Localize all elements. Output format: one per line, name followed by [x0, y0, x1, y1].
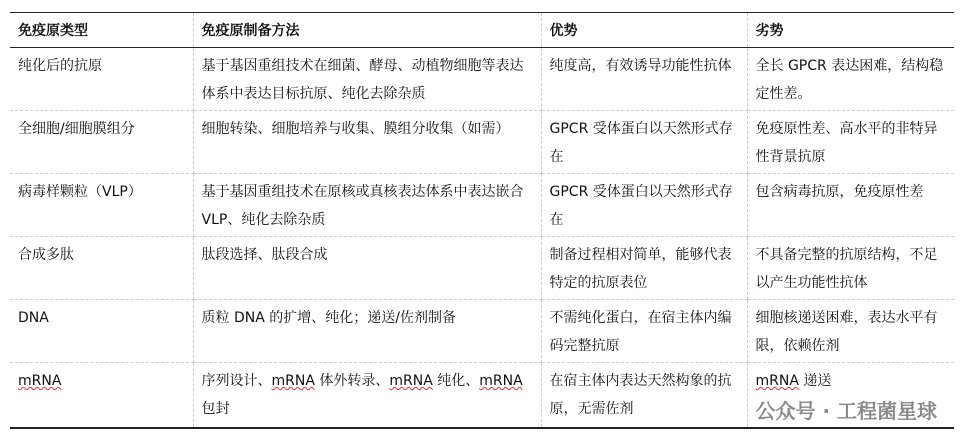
- table-cell: 基于基因重组技术在细菌、酵母、动植物细胞等表达体系中表达目标抗原、纯化去除杂质: [193, 48, 541, 111]
- table-cell: 全细胞/细胞膜组分: [10, 111, 193, 174]
- immunogen-comparison-table: [10, 12, 954, 429]
- table-cell: 纯化后的抗原: [10, 48, 193, 111]
- table-cell: 纯度高，有效诱导功能性抗体: [541, 48, 747, 111]
- watermark: 公众号 · 工程菌星球: [755, 399, 938, 423]
- table-cell: 病毒样颗粒（VLP）: [10, 174, 193, 237]
- table-cell: 免疫原性差、高水平的非特异性背景抗原: [747, 111, 954, 174]
- header-cell: 优势: [541, 13, 747, 48]
- header-cell: 劣势: [747, 13, 954, 48]
- table-cell: 质粒 DNA 的扩增、纯化；递送/佐剂制备: [193, 300, 541, 363]
- table-row: [10, 174, 954, 237]
- table-row: [10, 300, 954, 363]
- table-cell: 制备过程相对简单，能够代表特定的抗原表位: [541, 237, 747, 300]
- table-row: [10, 363, 954, 429]
- table-cell: 不需纯化蛋白，在宿主体内编码完整抗原: [541, 300, 747, 363]
- table-cell: 在宿主体内表达天然构象的抗原，无需佐剂: [541, 363, 747, 429]
- table-row: [10, 48, 954, 111]
- header-cell: 免疫原类型: [10, 13, 193, 48]
- table-row: [10, 237, 954, 300]
- table-row: [10, 111, 954, 174]
- header-row: [10, 13, 954, 48]
- table-cell: 序列设计、mRNA 体外转录、mRNA 纯化、mRNA 包封: [193, 363, 541, 429]
- table-cell: 细胞核递送困难，表达水平有限，依赖佐剂: [747, 300, 954, 363]
- table-cell: mRNA: [10, 363, 193, 429]
- table-cell: 合成多肽: [10, 237, 193, 300]
- table-cell: mRNA 递送 公众号 · 工程菌星球: [747, 363, 954, 429]
- table-cell: 不具备完整的抗原结构，不足以产生功能性抗体: [747, 237, 954, 300]
- table-cell: 细胞转染、细胞培养与收集、膜组分收集（如需）: [193, 111, 541, 174]
- table-cell: 基于基因重组技术在原核或真核表达体系中表达嵌合 VLP、纯化去除杂质: [193, 174, 541, 237]
- table-cell: GPCR 受体蛋白以天然形式存在: [541, 174, 747, 237]
- table-cell: 包含病毒抗原，免疫原性差: [747, 174, 954, 237]
- table-cell: 全长 GPCR 表达困难，结构稳定性差。: [747, 48, 954, 111]
- header-cell: 免疫原制备方法: [193, 13, 541, 48]
- table-cell: 肽段选择、肽段合成: [193, 237, 541, 300]
- table-cell: DNA: [10, 300, 193, 363]
- table-cell: GPCR 受体蛋白以天然形式存在: [541, 111, 747, 174]
